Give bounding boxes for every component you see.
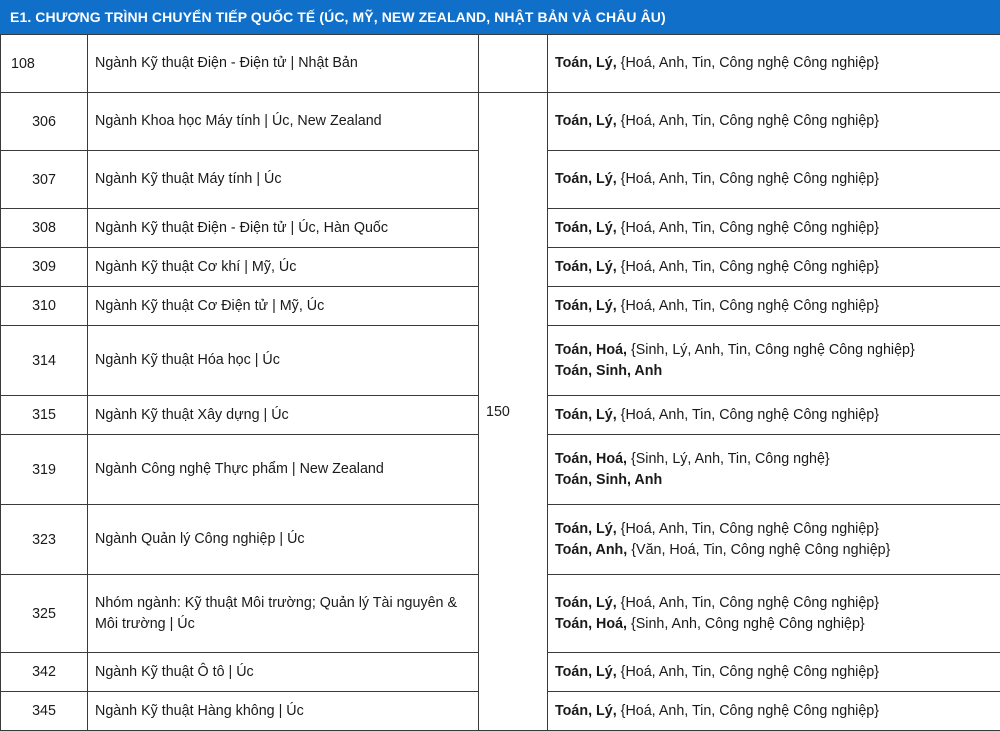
subject-combination: Toán, Lý, {Hoá, Anh, Tin, Công nghệ Công nghiệp} (548, 209, 1000, 248)
subject-combination: Toán, Hoá, {Sinh, Lý, Anh, Tin, Công nghệ Công nghiệp} Toán, Sinh, Anh (548, 326, 1000, 396)
program-name: Ngành Kỹ thuật Xây dựng | Úc (88, 396, 479, 435)
subject-combination: Toán, Hoá, {Sinh, Lý, Anh, Tin, Công nghệ} Toán, Sinh, Anh (548, 435, 1000, 505)
program-code: 342 (1, 653, 88, 692)
subject-combination: Toán, Lý, {Hoá, Anh, Tin, Công nghệ Công nghiệp} Toán, Hoá, {Sinh, Anh, Công nghệ Công nghiệp} (548, 575, 1000, 653)
program-code: 108 (1, 35, 88, 93)
program-name: Ngành Kỹ thuật Điện - Điện tử | Úc, Hàn Quốc (88, 209, 479, 248)
table-row (1, 93, 1000, 151)
program-name: Nhóm ngành: Kỹ thuật Môi trường; Quản lý Tài nguyên & Môi trường | Úc (88, 575, 479, 653)
program-code: 319 (1, 435, 88, 505)
subject-combination: Toán, Lý, {Hoá, Anh, Tin, Công nghệ Công nghiệp} Toán, Anh, {Văn, Hoá, Tin, Công nghệ Công nghiệp} (548, 505, 1000, 575)
subject-combination: Toán, Lý, {Hoá, Anh, Tin, Công nghệ Công nghiệp} (548, 151, 1000, 209)
program-code: 315 (1, 396, 88, 435)
program-code: 308 (1, 209, 88, 248)
subject-combination: Toán, Lý, {Hoá, Anh, Tin, Công nghệ Công nghiệp} (548, 93, 1000, 151)
program-code: 309 (1, 248, 88, 287)
program-name: Ngành Kỹ thuật Cơ Điện tử | Mỹ, Úc (88, 287, 479, 326)
subject-combination: Toán, Lý, {Hoá, Anh, Tin, Công nghệ Công nghiệp} (548, 35, 1000, 93)
subject-combination: Toán, Lý, {Hoá, Anh, Tin, Công nghệ Công nghiệp} (548, 692, 1000, 731)
table-title: E1. CHƯƠNG TRÌNH CHUYỂN TIẾP QUỐC TẾ (ÚC, MỸ, NEW ZEALAND, NHẬT BẢN VÀ CHÂU ÂU) (0, 0, 1000, 34)
subject-combination: Toán, Lý, {Hoá, Anh, Tin, Công nghệ Công nghiệp} (548, 248, 1000, 287)
program-code: 345 (1, 692, 88, 731)
program-name: Ngành Kỹ thuật Điện - Điện tử | Nhật Bản (88, 35, 479, 93)
program-code: 314 (1, 326, 88, 396)
program-code: 310 (1, 287, 88, 326)
subject-combination: Toán, Lý, {Hoá, Anh, Tin, Công nghệ Công nghiệp} (548, 653, 1000, 692)
program-code: 306 (1, 93, 88, 151)
program-name: Ngành Quản lý Công nghiệp | Úc (88, 505, 479, 575)
program-name: Ngành Kỹ thuật Ô tô | Úc (88, 653, 479, 692)
program-code: 325 (1, 575, 88, 653)
program-name: Ngành Công nghệ Thực phẩm | New Zealand (88, 435, 479, 505)
program-code: 307 (1, 151, 88, 209)
subject-combination: Toán, Lý, {Hoá, Anh, Tin, Công nghệ Công nghiệp} (548, 287, 1000, 326)
program-table (0, 34, 1000, 731)
subject-combination: Toán, Lý, {Hoá, Anh, Tin, Công nghệ Công nghiệp} (548, 396, 1000, 435)
quota-cell: 150 (479, 93, 548, 731)
quota-cell (479, 35, 548, 93)
program-code: 323 (1, 505, 88, 575)
program-name: Ngành Kỹ thuật Máy tính | Úc (88, 151, 479, 209)
program-name: Ngành Kỹ thuật Hàng không | Úc (88, 692, 479, 731)
table-row (1, 35, 1000, 93)
program-name: Ngành Kỹ thuật Hóa học | Úc (88, 326, 479, 396)
program-name: Ngành Kỹ thuật Cơ khí | Mỹ, Úc (88, 248, 479, 287)
program-name: Ngành Khoa học Máy tính | Úc, New Zealand (88, 93, 479, 151)
